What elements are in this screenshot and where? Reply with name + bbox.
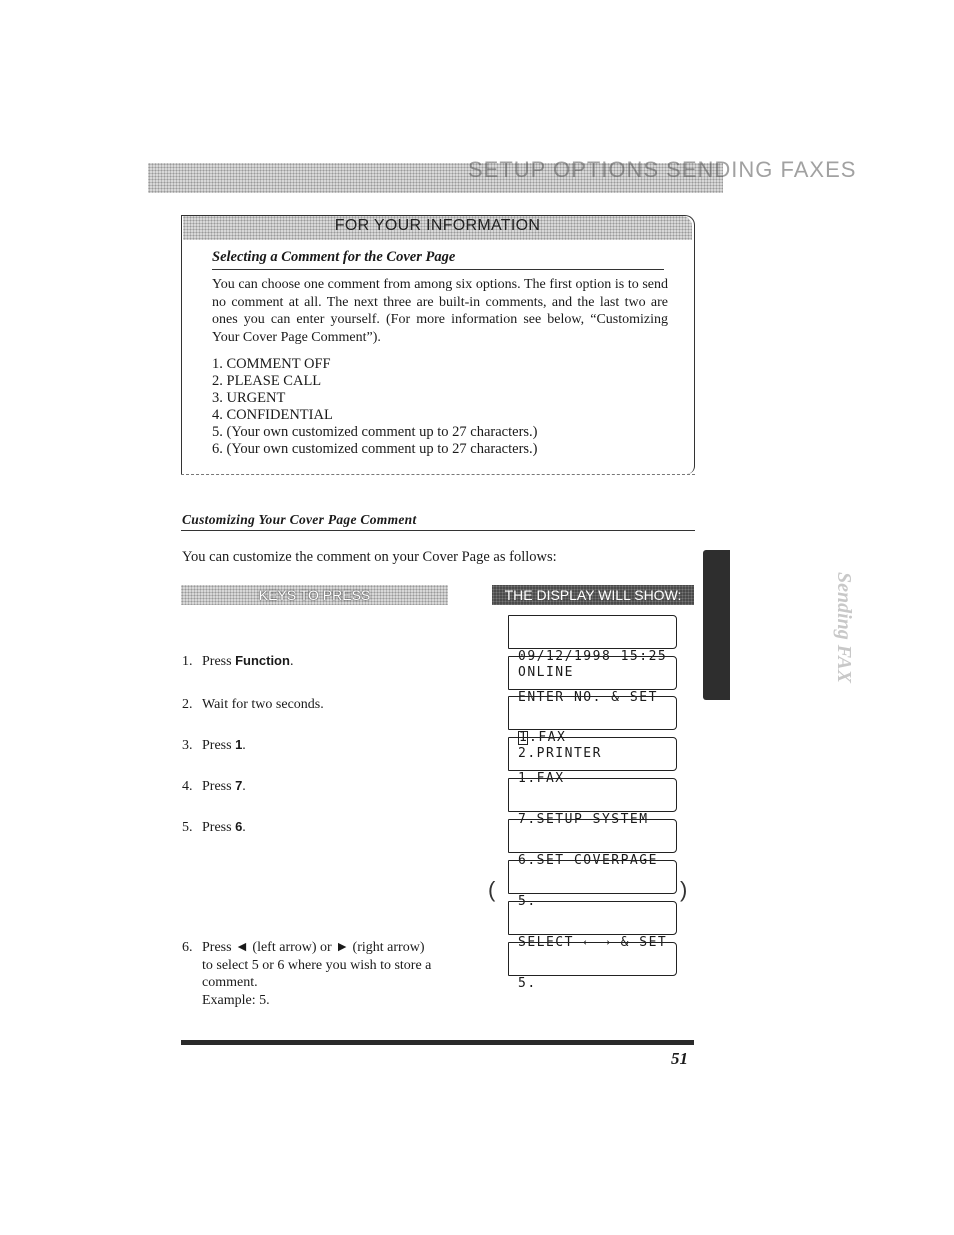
step-text: Press ◄ (left arrow) or ► (right arrow) bbox=[202, 940, 425, 955]
comment-option: 2. PLEASE CALL bbox=[212, 373, 322, 389]
footer-rule bbox=[181, 1040, 694, 1045]
lcd-line-1: 7.SETUP SYSTEM bbox=[518, 812, 649, 827]
step-number: 6. bbox=[182, 940, 193, 955]
lcd-line-1: 5. bbox=[518, 976, 537, 991]
info-paragraph: You can choose one comment from among six options. The first option is to send no comment at all. The next three are built-in comments, and the last two are ones you can enter yourself. (For more information see below, “Customizing Your Cover Page Comment”). bbox=[212, 277, 668, 345]
step-text-line: comment. bbox=[202, 975, 258, 990]
step-1 bbox=[182, 652, 293, 671]
lcd-line-2 bbox=[518, 992, 676, 1008]
step-suffix: . bbox=[289, 654, 294, 669]
section-intro: You can customize the comment on your Cover Page as follows: bbox=[182, 549, 557, 565]
lcd-display bbox=[508, 942, 677, 991]
lcd-display bbox=[508, 737, 677, 786]
lcd-line-1: 1.FAX bbox=[518, 771, 565, 786]
comment-options-list bbox=[212, 356, 538, 458]
step-number: 5. bbox=[182, 820, 193, 835]
lcd-display bbox=[508, 778, 677, 827]
page-number: 51 bbox=[671, 1049, 688, 1068]
step-4 bbox=[182, 777, 246, 796]
side-tab-label: Sending FAX bbox=[833, 571, 855, 683]
lcd-display bbox=[508, 819, 677, 868]
keys-banner-label: KEYS TO PRESS bbox=[258, 587, 371, 603]
comment-option: 6. (Your own customized comment up to 27 characters.) bbox=[212, 441, 538, 457]
lcd-line-1: 09/12/1998 15:25 bbox=[518, 649, 668, 664]
info-box-bottom-border bbox=[181, 470, 695, 475]
lcd-display bbox=[508, 615, 677, 680]
step-3 bbox=[182, 736, 246, 755]
header-band bbox=[148, 157, 857, 193]
lcd-line-2: 2.PRINTER bbox=[518, 746, 602, 761]
step-key: 7 bbox=[235, 778, 243, 793]
step-number: 3. bbox=[182, 738, 193, 753]
step-text: Wait for two seconds. bbox=[202, 697, 324, 712]
lcd-cursor: 1 bbox=[519, 730, 529, 745]
step-suffix: . bbox=[242, 779, 246, 794]
info-heading: Selecting a Comment for the Cover Page bbox=[212, 249, 456, 265]
lcd-line-1-text: .FAX bbox=[529, 730, 567, 745]
comment-option: 4. CONFIDENTIAL bbox=[212, 407, 333, 423]
step-number: 4. bbox=[182, 779, 193, 794]
info-heading-rule bbox=[212, 269, 664, 270]
lcd-line-1: 6.SET COVERPAGE bbox=[518, 853, 658, 868]
step-6 bbox=[182, 939, 431, 1009]
step-text: Press bbox=[202, 738, 236, 753]
lcd-line-1: 5. bbox=[518, 894, 537, 909]
step-suffix: . bbox=[242, 820, 246, 835]
step-number: 1. bbox=[182, 654, 193, 669]
lcd-line-1: ENTER NO. & SET bbox=[518, 690, 658, 705]
section-heading-rule bbox=[181, 530, 695, 531]
lcd-line-1: SELECT ← → & SET bbox=[518, 935, 668, 950]
lcd-display bbox=[508, 901, 677, 950]
display-banner-label: THE DISPLAY WILL SHOW: bbox=[504, 587, 682, 603]
comment-option: 1. COMMENT OFF bbox=[212, 356, 331, 372]
step-number: 2. bbox=[182, 697, 193, 712]
step-key: 6 bbox=[235, 819, 243, 834]
step-5 bbox=[182, 818, 246, 837]
lcd-display bbox=[508, 656, 677, 705]
alternating-arrow-left-icon: ( bbox=[488, 877, 496, 902]
info-banner-label: FOR YOUR INFORMATION bbox=[334, 217, 541, 234]
alternating-arrow-right-icon: ) bbox=[680, 877, 688, 902]
step-key: Function bbox=[235, 653, 290, 668]
lcd-line-2: ONLINE bbox=[518, 665, 574, 680]
side-tab bbox=[703, 550, 855, 700]
step-text: Press bbox=[202, 820, 236, 835]
step-2 bbox=[182, 696, 324, 714]
step-text: Press bbox=[202, 779, 236, 794]
lcd-display bbox=[508, 696, 677, 761]
comment-option: 3. URGENT bbox=[212, 390, 286, 406]
lcd-display bbox=[508, 860, 677, 909]
step-text-line: to select 5 or 6 where you wish to store a bbox=[202, 957, 432, 973]
header-ghost-title: SETUP OPTIONS SENDING FAXES bbox=[468, 157, 857, 182]
section-heading: Customizing Your Cover Page Comment bbox=[182, 512, 417, 527]
comment-option: 5. (Your own customized comment up to 27 characters.) bbox=[212, 424, 538, 440]
step-key: 1 bbox=[235, 737, 243, 752]
step-suffix: . bbox=[242, 738, 246, 753]
step-text-line: Example: 5. bbox=[202, 992, 270, 1008]
step-text: Press bbox=[202, 654, 236, 669]
